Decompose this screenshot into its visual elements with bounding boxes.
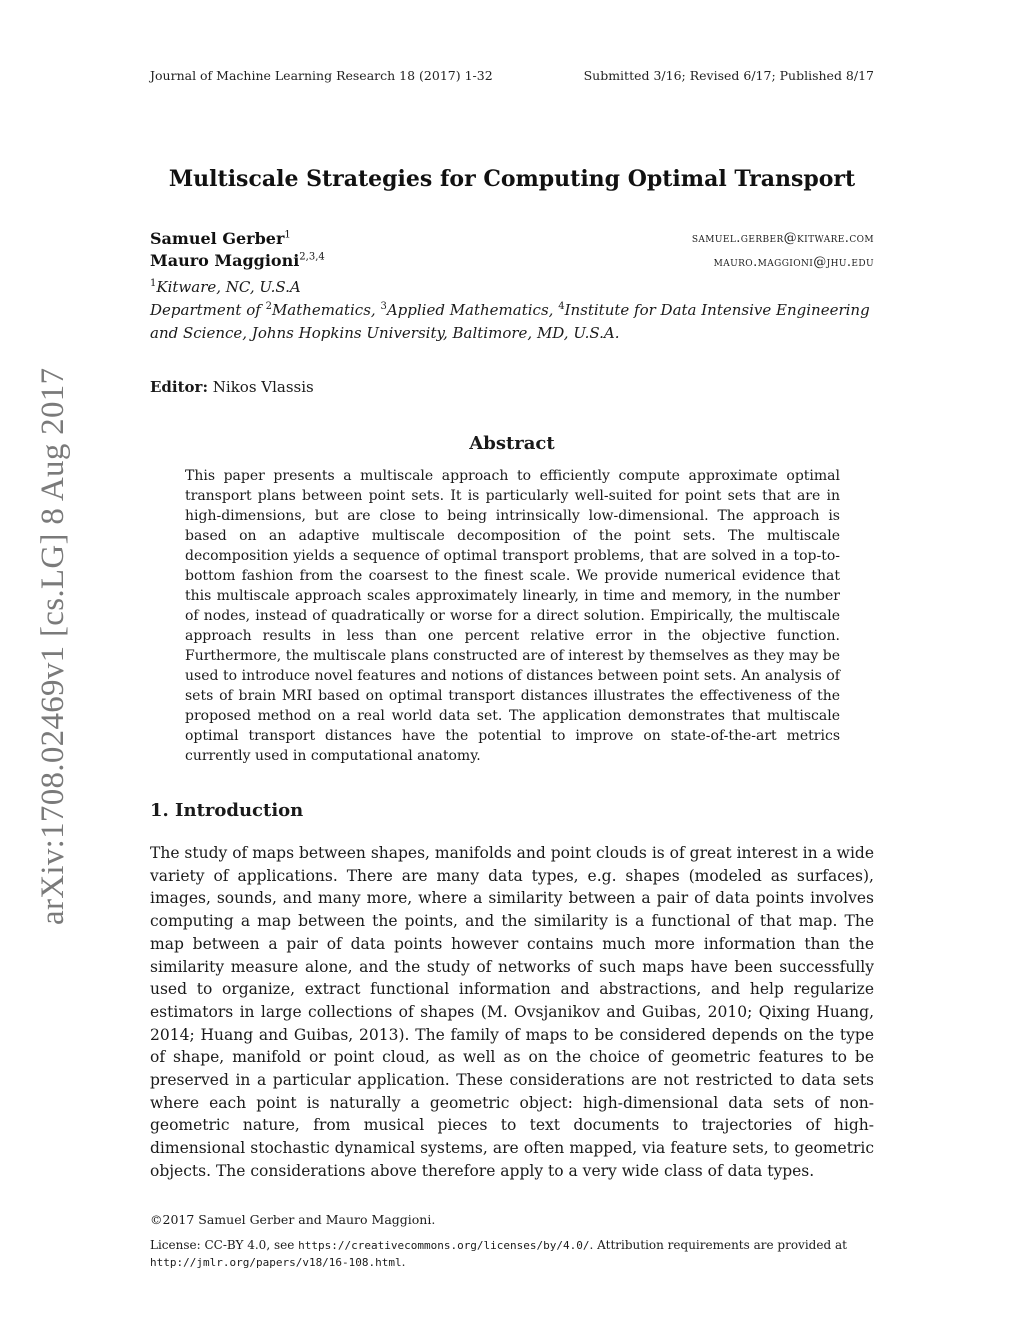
author-email: mauro.maggioni@jhu.edu <box>713 255 874 270</box>
copyright-notice: ©2017 Samuel Gerber and Mauro Maggioni. <box>150 1212 436 1227</box>
affiliation-text: Kitware, NC, U.S.A <box>156 278 301 296</box>
license-url-link[interactable]: https://creativecommons.org/licenses/by/4.0/ <box>298 1239 590 1252</box>
abstract-heading: Abstract <box>469 433 555 454</box>
editor-name: Nikos Vlassis <box>212 378 314 396</box>
section-heading-introduction: 1. Introduction <box>150 800 304 821</box>
affiliation-marker: 2 <box>265 301 272 312</box>
paper-title: Multiscale Strategies for Computing Optimal Transport <box>168 166 856 192</box>
license-text: . Attribution requirements are provided at <box>589 1238 847 1252</box>
editor-line <box>150 378 314 396</box>
editor-label: Editor: <box>150 378 208 396</box>
introduction-paragraph: The study of maps between shapes, manifolds and point clouds is of great interest in a wide variety of applications. There are many data types, e.g. shapes (modeled as surfaces), images, sounds, and many more, where a similarity between a pair of data points involves computing a map between the points, and the similarity is a functional of that map. The map between a pair of data points however contains much more information than the similarity measure alone, and the study of networks of such maps have been successfully used to organize, extract functional information and abstractions, and help regularize estimators in large collections of shapes (M. Ovsjanikov and Guibas, 2010; Qixing Huang, 2014; Huang and Guibas, 2013). The family of maps to be considered depends on the type of shape, manifold or point cloud, as well as on the choice of geometric features to be preserved in a particular application. These considerations are not restricted to data sets where each point is naturally a geometric object: high-dimensional data sets of non-geometric nature, from musical pieces to text documents to trajectories of high-dimensional stochastic dynamical systems, are often mapped, via feature sets, to geometric objects. The considerations above therefore apply to a very wide class of data types. <box>150 844 874 1180</box>
author-gerber <box>150 229 291 248</box>
attribution-url-link[interactable]: http://jmlr.org/papers/v18/16-108.html <box>150 1256 402 1269</box>
journal-running-header: Journal of Machine Learning Research 18 (2017) 1-32 <box>150 68 493 83</box>
author-name: Mauro Maggioni <box>150 251 300 270</box>
arxiv-identifier-stamp: arXiv:1708.02469v1 [cs.LG] 8 Aug 2017 <box>35 367 71 925</box>
affiliation-text: Applied Mathematics, <box>386 301 559 319</box>
license-text: License: CC-BY 4.0, see <box>150 1238 299 1252</box>
affiliation-text: Institute for Data Intensive Engineering and Science, Johns Hopkins University, Baltimore, MD, U.S.A. <box>150 301 870 342</box>
license-text: . <box>401 1255 406 1269</box>
author-email: samuel.gerber@kitware.com <box>691 231 874 246</box>
abstract-text: This paper presents a multiscale approach to efficiently compute approximate optimal transport plans between point sets. It is particularly well-suited for point sets that are in high-dimensions, but are close to being intrinsically low-dimensional. The approach is based on an adaptive multiscale decomposition of the point sets. The multiscale decomposition yields a sequence of optimal transport problems, that are solved in a top-to-bottom fashion from the coarsest to the finest scale. We provide numerical evidence that this multiscale approach scales approximately linearly, in time and memory, in the number of nodes, instead of quadratically or worse for a direct solution. Empirically, the multiscale approach results in less than one percent relative error in the objective function. Furthermore, the multiscale plans constructed are of interest by themselves as they may be used to introduce novel features and notions of distances between point sets. An analysis of sets of brain MRI based on optimal transport distances illustrates the effectiveness of the proposed method on a real world data set. The application demonstrates that multiscale optimal transport distances have the potential to improve on state-of-the-art metrics currently used in computational anatomy. <box>185 468 840 764</box>
author-affiliation-marker: 1 <box>284 229 291 241</box>
affiliation-text: Department of <box>150 301 266 319</box>
author-affiliation-marker: 2,3,4 <box>299 251 325 263</box>
affiliation-marker: 4 <box>558 301 565 312</box>
author-maggioni <box>150 251 325 270</box>
affiliation-marker: 3 <box>380 301 387 312</box>
affiliation-jhu <box>150 295 874 345</box>
publication-dates: Submitted 3/16; Revised 6/17; Published 8/17 <box>583 68 874 83</box>
author-name: Samuel Gerber <box>150 229 285 248</box>
affiliation-marker: 1 <box>150 278 157 289</box>
license-notice <box>150 1237 874 1271</box>
affiliation-text: Mathematics, <box>271 301 381 319</box>
